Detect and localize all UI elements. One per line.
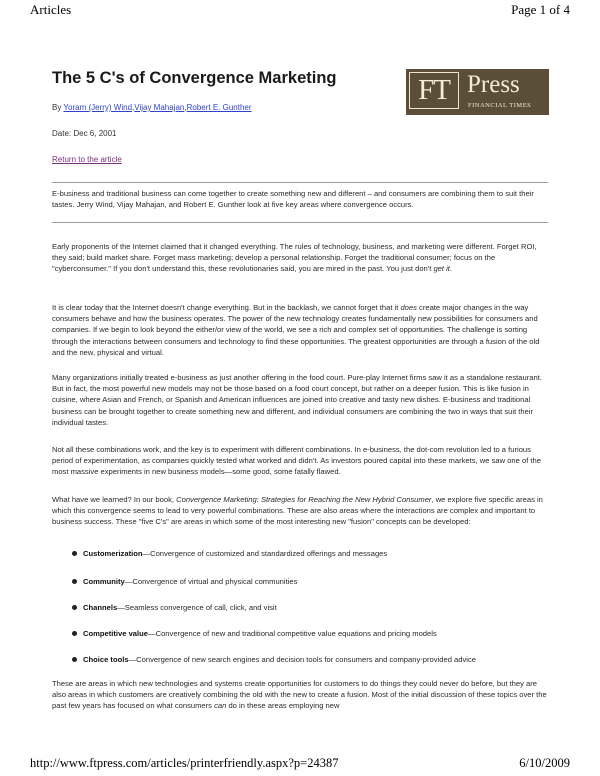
article-lead: E-business and traditional business can come together to create something new and different – and consumers are combining them to suit their tastes. Jerry Wind, Vijay Mahajan, and Robert E. Gunther look at five key areas where convergence occurs.	[52, 189, 534, 210]
list-item-desc: —Convergence of new and traditional competitive value equations and pricing models	[148, 629, 437, 638]
list-item-desc: —Seamless convergence of call, click, and visit	[117, 603, 277, 612]
list-item-text	[83, 629, 437, 638]
bullet-icon	[72, 605, 77, 610]
ft-press-logo	[406, 69, 549, 115]
paragraph-text: , we explore five specific areas in which this convergence seems to lead to very powerful combinations. These are also areas where the interactions are complex and important to business success. These "five C's" are areas in which some of the most interesting new "fusion" concepts can be developed:	[52, 495, 543, 527]
emphasis-text: get it	[433, 264, 450, 274]
byline-label: By	[52, 103, 62, 112]
list-item-text	[83, 655, 476, 664]
list-item-term: Customerization	[83, 549, 143, 558]
list-item-term: Community	[83, 577, 125, 586]
paragraph-text: .	[449, 264, 453, 274]
logo-financial-times: FINANCIAL TIMES	[468, 102, 532, 109]
return-to-article-link[interactable]: Return to the article	[52, 155, 122, 164]
paragraph-text: do in these areas employing new	[226, 701, 340, 711]
paragraph-5	[52, 494, 548, 528]
bullet-icon	[72, 551, 77, 556]
paragraph-3: Many organizations initially treated e-business as just another offering in the food court. Pure-play Internet firms saw it as a standalone restaurant. But in fact, the most powerful new models may not be those based on a food court concept, but rather on a deeper fusion. This is like fusion in cuisine, where Asian and French, or Spanish and American influences are joined into creative and tasty new dishes. E-business and traditional business can be brought together to create something new and different, and individual consumers are combining the two in ways that suit their individual tastes.	[52, 373, 542, 427]
list-item-text	[83, 603, 277, 612]
divider	[52, 182, 548, 183]
paragraph-text: These are areas in which new technologies and systems create opportunities for customers to do things they could never do before, but they are also areas in which customers are creatively combining the old with the new to create a fusion. Most of the initial discussion of these topics over the past few years has focused on what consumers	[52, 679, 547, 711]
paragraph-text: What have we learned? In our book,	[52, 495, 177, 504]
list-item-term: Competitive value	[83, 629, 148, 638]
emphasis-text: can	[214, 701, 227, 711]
divider	[52, 222, 548, 223]
list-item-desc: —Convergence of customized and standardized offerings and messages	[142, 549, 388, 558]
return-link-row	[52, 155, 122, 164]
logo-press-word: Press	[467, 71, 520, 98]
emphasis-text: does	[400, 303, 417, 312]
paragraph-6	[52, 678, 548, 712]
bullet-icon	[72, 657, 77, 662]
author-link-wind[interactable]: Yoram (Jerry) Wind	[63, 103, 133, 112]
bullet-icon	[72, 631, 77, 636]
paragraph-2	[52, 302, 548, 358]
author-separator: ,	[132, 103, 135, 112]
author-separator: ,	[184, 103, 187, 112]
print-header-page: Page 1 of 4	[511, 2, 570, 17]
byline	[52, 103, 252, 112]
list-item-desc: —Convergence of new search engines and decision tools for consumers and company-provided advice	[128, 655, 476, 664]
author-link-mahajan[interactable]: Vijay Mahajan	[134, 103, 185, 112]
paragraph-text: It is clear today that the Internet doesn't change everything. But in the backlash, we cannot forget that it	[52, 303, 401, 312]
list-item-desc: —Convergence of virtual and physical communities	[124, 577, 298, 586]
article-title: The 5 C's of Convergence Marketing	[52, 69, 337, 87]
paragraph-4: Not all these combinations work, and the key is to experiment with different combinations. In e-business, the dot-com revolution led to a furious period of experimentation, as companies quickly tested what worked and didn't. As investors poured capital into these markets, we saw one of the most massive experiments in new business models—some good, some fatally flawed.	[52, 445, 541, 477]
article-date: Date: Dec 6, 2001	[52, 129, 117, 138]
list-item-text	[83, 577, 297, 586]
print-header-section: Articles	[30, 2, 72, 17]
book-title: Convergence Marketing: Strategies for Reaching the New Hybrid Consumer	[176, 495, 432, 504]
list-item-term: Choice tools	[83, 655, 129, 664]
logo-ft-mark: FT	[409, 72, 459, 109]
bullet-icon	[72, 579, 77, 584]
paragraph-text: Early proponents of the Internet claimed that it changed everything. The rules of technology, business, and marketing were different. Forget ROI, they said; build market share. Forget mass marketing; develop a personal relationship. Forget the traditional consumer; focus on the "cyberconsumer." If you don't understand this, these revolutionaries said, you are mired in the past. You just don't	[52, 242, 537, 274]
paragraph-1	[52, 241, 548, 275]
list-item-term: Channels	[83, 603, 118, 612]
paragraph-text: create major changes in the way consumers behave and how the business operates. The power of the new technology creates fundamentally new possibilities for consumers and companies. If we begin to look beyond the either/or view of the world, we see a rich and complex set of opportunities. The challenge is sorting through the interactions between consumers and technology to find these opportunities. The greatest opportunities are through a fusion of the old and the new, physical and virtual.	[52, 303, 540, 357]
print-footer-url: http://www.ftpress.com/articles/printerfriendly.aspx?p=24387	[30, 756, 339, 770]
author-link-gunther[interactable]: Robert E. Gunther	[186, 103, 252, 112]
print-footer-date: 6/10/2009	[519, 756, 570, 770]
list-item-text	[83, 549, 387, 558]
